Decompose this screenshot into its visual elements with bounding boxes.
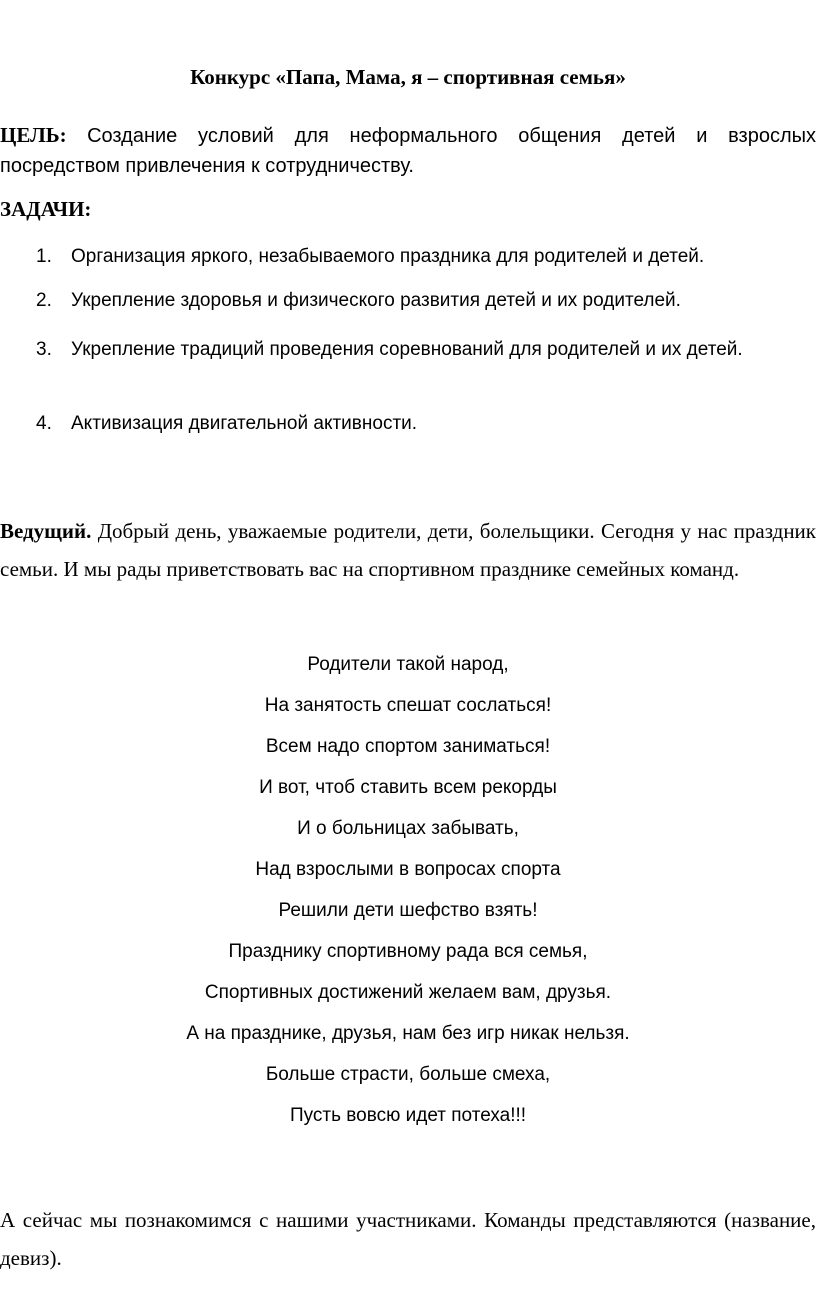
poem-line: И о больницах забывать, <box>297 818 519 839</box>
task-number: 1. <box>36 246 52 267</box>
task-item-3 <box>36 336 796 363</box>
task-item-1 <box>36 243 796 270</box>
task-number: 3. <box>36 339 52 360</box>
poem-line: На занятость спешат сослаться! <box>264 695 552 716</box>
task-item-2 <box>36 287 796 314</box>
task-text: Укрепление здоровья и физического развития детей и их родителей. <box>71 290 681 311</box>
task-text: Организация яркого, незабываемого праздника для родителей и детей. <box>71 246 705 267</box>
poem-line: Всем надо спортом заниматься! <box>265 736 551 757</box>
poem-line: А на празднике, друзья, нам без игр никак нельзя. <box>186 1023 630 1044</box>
poem-line: И вот, чтоб ставить всем рекорды <box>259 777 557 798</box>
poem-line: Над взрослыми в вопросах спорта <box>255 859 561 880</box>
poem-line: Больше страсти, больше смеха, <box>265 1064 551 1085</box>
poem-line: Решили дети шефство взять! <box>278 900 538 921</box>
task-number: 2. <box>36 290 52 311</box>
task-item-4 <box>36 410 796 437</box>
tasks-label: ЗАДАЧИ: <box>0 197 92 221</box>
poem-line: Спортивных достижений желаем вам, друзья. <box>204 982 612 1003</box>
poem-line: Родители такой народ, <box>307 654 509 675</box>
goal-text: Создание условий для неформального общения детей и взрослых посредством привлечения к сотрудничеству. <box>0 125 816 177</box>
document-title: Конкурс «Папа, Мама, я – спортивная семья» <box>190 65 626 89</box>
closing-paragraph: А сейчас мы познакомимся с нашими участниками. Команды представляются (название, девиз). <box>0 1208 816 1270</box>
host-label: Ведущий. <box>0 519 92 543</box>
task-text: Активизация двигательной активности. <box>71 413 418 434</box>
task-number: 4. <box>36 413 52 434</box>
host-text: Добрый день, уважаемые родители, дети, болельщики. Сегодня у нас праздник семьи. И мы рады приветствовать вас на спортивном празднике семейных команд. <box>0 519 816 581</box>
host-paragraph <box>0 512 816 588</box>
goal-paragraph <box>0 121 816 181</box>
poem-line: Празднику спортивному рада вся семья, <box>228 941 588 962</box>
goal-label: ЦЕЛЬ: <box>0 123 67 147</box>
task-text: Укрепление традиций проведения соревнований для родителей и их детей. <box>71 339 743 360</box>
poem-line: Пусть вовсю идет потеха!!! <box>289 1105 527 1126</box>
